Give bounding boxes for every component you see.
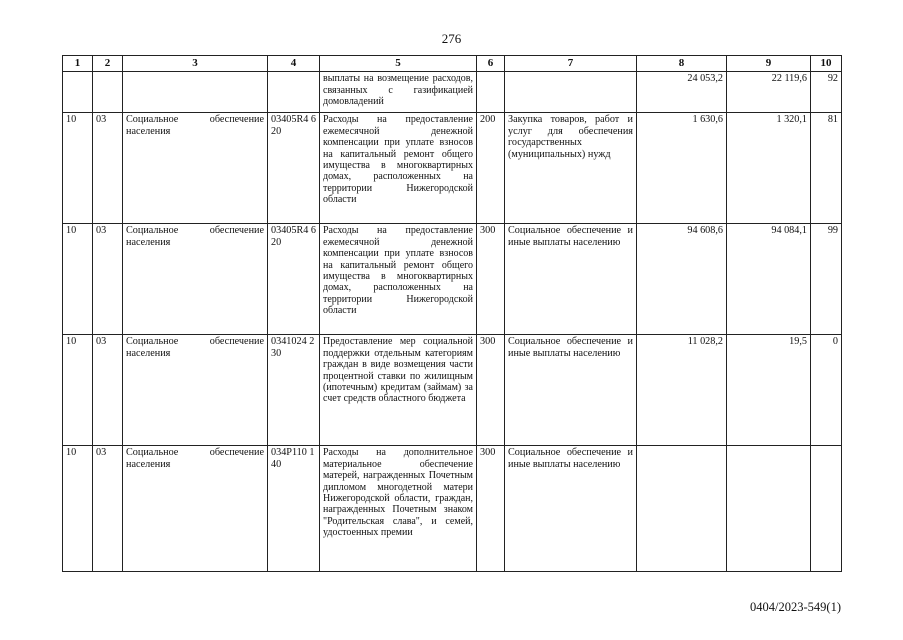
column-header: 2 xyxy=(93,56,123,72)
expense-type-name-cell xyxy=(505,72,637,113)
column-header: 5 xyxy=(320,56,477,72)
section-code-cell: 10 xyxy=(63,224,93,335)
subsection-name-cell: Социальное обеспечение населения xyxy=(123,335,268,446)
expense-type-code-cell xyxy=(477,72,505,113)
expense-type-name-cell: Социальное обеспечение и иные выплаты населению xyxy=(505,224,637,335)
target-article-cell: 03405R4 620 xyxy=(268,224,320,335)
subsection-name-cell: Социальное обеспечение населения xyxy=(123,446,268,572)
subsection-code-cell: 03 xyxy=(93,113,123,224)
expense-type-name-cell: Социальное обеспечение и иные выплаты населению xyxy=(505,446,637,572)
execution-percent-cell: 92 xyxy=(811,72,842,113)
expense-type-code-cell: 200 xyxy=(477,113,505,224)
subsection-name-cell xyxy=(123,72,268,113)
subsection-code-cell: 03 xyxy=(93,224,123,335)
executed-amount-cell xyxy=(727,446,811,572)
execution-percent-cell: 99 xyxy=(811,224,842,335)
expense-description-cell: Расходы на дополнительное материальное обеспечение матерей, награжденных Почетным дипломом многодетной матери Нижегородской области, граждан, награжденных Почетным знаком "Родительская слава", и семей, удостоенных премии xyxy=(320,446,477,572)
table-row xyxy=(63,446,842,572)
subsection-code-cell: 03 xyxy=(93,446,123,572)
section-code-cell xyxy=(63,72,93,113)
execution-percent-cell xyxy=(811,446,842,572)
section-code-cell: 10 xyxy=(63,335,93,446)
section-code-cell: 10 xyxy=(63,113,93,224)
planned-amount-cell: 1 630,6 xyxy=(637,113,727,224)
target-article-cell: 034P110 140 xyxy=(268,446,320,572)
expense-type-name-cell: Закупка товаров, работ и услуг для обеспечения государственных (муниципальных) нужд xyxy=(505,113,637,224)
execution-percent-cell: 81 xyxy=(811,113,842,224)
target-article-cell: 03405R4 620 xyxy=(268,113,320,224)
column-header: 4 xyxy=(268,56,320,72)
target-article-cell xyxy=(268,72,320,113)
column-header: 7 xyxy=(505,56,637,72)
column-header: 3 xyxy=(123,56,268,72)
target-article-cell: 0341024 230 xyxy=(268,335,320,446)
executed-amount-cell: 94 084,1 xyxy=(727,224,811,335)
expense-description-cell: Предоставление мер социальной поддержки отдельным категориям граждан в виде возмещения части процентной ставки по жилищным (ипотечным) кредитам (займам) за счет средств областного бюджета xyxy=(320,335,477,446)
executed-amount-cell: 1 320,1 xyxy=(727,113,811,224)
expense-description-cell: Расходы на предоставление ежемесячной денежной компенсации при уплате взносов на капитальный ремонт общего имущества в многоквартирных домах, расположенных на территории Нижегородской области xyxy=(320,113,477,224)
section-code-cell: 10 xyxy=(63,446,93,572)
table-row xyxy=(63,113,842,224)
table-row xyxy=(63,224,842,335)
planned-amount-cell: 24 053,2 xyxy=(637,72,727,113)
subsection-code-cell: 03 xyxy=(93,335,123,446)
table-header-row xyxy=(63,56,842,72)
expense-type-code-cell: 300 xyxy=(477,224,505,335)
column-header: 9 xyxy=(727,56,811,72)
document-code: 0404/2023-549(1) xyxy=(750,600,841,614)
expense-description-cell: Расходы на предоставление ежемесячной денежной компенсации при уплате взносов на капитальный ремонт общего имущества в многоквартирных домах, расположенных на территории Нижегородской области xyxy=(320,224,477,335)
column-header: 6 xyxy=(477,56,505,72)
expense-type-code-cell: 300 xyxy=(477,446,505,572)
column-header: 10 xyxy=(811,56,842,72)
subsection-code-cell xyxy=(93,72,123,113)
column-header: 8 xyxy=(637,56,727,72)
expense-description-cell: выплаты на возмещение расходов, связанных с газификацией домовладений xyxy=(320,72,477,113)
subsection-name-cell: Социальное обеспечение населения xyxy=(123,113,268,224)
planned-amount-cell xyxy=(637,446,727,572)
execution-percent-cell: 0 xyxy=(811,335,842,446)
table-row xyxy=(63,335,842,446)
expense-type-code-cell: 300 xyxy=(477,335,505,446)
planned-amount-cell: 94 608,6 xyxy=(637,224,727,335)
page-number: 276 xyxy=(441,31,462,46)
executed-amount-cell: 22 119,6 xyxy=(727,72,811,113)
planned-amount-cell: 11 028,2 xyxy=(637,335,727,446)
subsection-name-cell: Социальное обеспечение населения xyxy=(123,224,268,335)
executed-amount-cell: 19,5 xyxy=(727,335,811,446)
expense-type-name-cell: Социальное обеспечение и иные выплаты населению xyxy=(505,335,637,446)
table-row xyxy=(63,72,842,113)
column-header: 1 xyxy=(63,56,93,72)
budget-table xyxy=(62,55,842,572)
